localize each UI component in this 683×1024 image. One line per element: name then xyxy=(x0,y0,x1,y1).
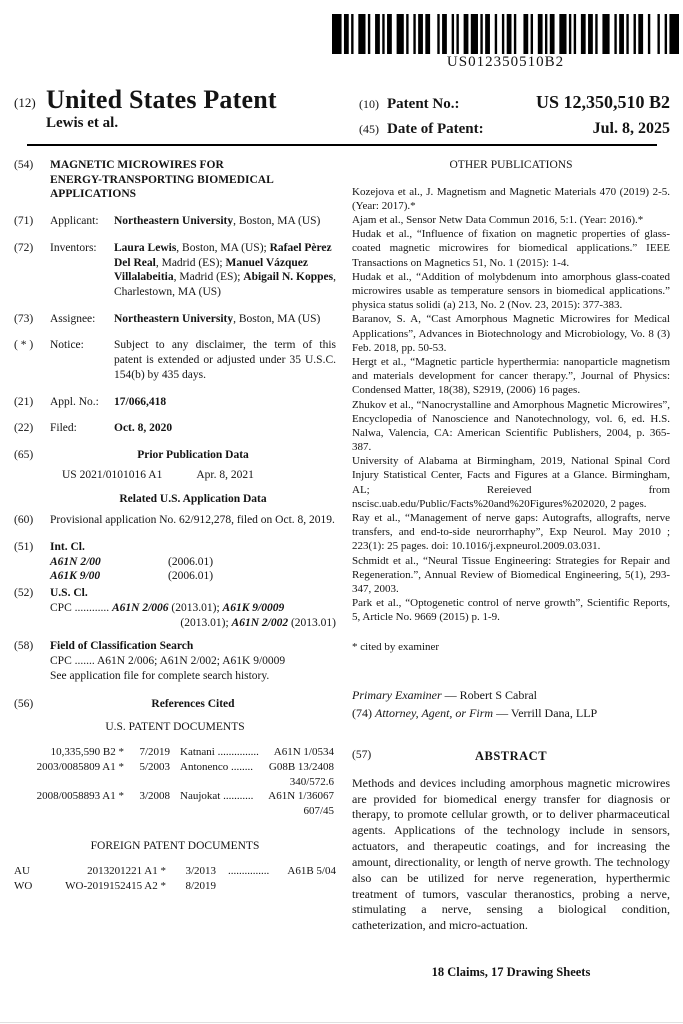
doc-name: Katnani ............... xyxy=(180,745,259,758)
table-row xyxy=(14,879,336,894)
publication-item: Hudak et al., “Addition of molybdenum into amorphous glass-coated microwires usable as temperature sensors in biomedical applications.” physica status solidi (a) 213, No. 2 (Nov. 23, 2015): 377-383. xyxy=(352,270,670,312)
us-cl-ref: (52) xyxy=(14,587,34,600)
publication-item: Hergt et al., “Magnetic particle hyperthermia: nanoparticle magnetism and materials development for cancer therapy.”, Journal of Physics: Condensed Matter, 18(38), S2919, (2006) 16 pages. xyxy=(352,355,670,397)
applicant-value: Northeastern University, Boston, MA (US) xyxy=(114,215,321,228)
field-search-ref: (58) xyxy=(14,640,34,653)
doc-number: 2003/0085809 A1 * xyxy=(36,760,124,773)
barcode-block xyxy=(332,14,679,71)
doc-date: 3/2008 xyxy=(139,790,170,803)
notice-label: Notice: xyxy=(50,339,84,352)
appl-no-value: 17/066,418 xyxy=(114,395,167,408)
abstract-heading: ABSTRACT xyxy=(474,748,548,763)
inventors-value: Laura Lewis, Boston, MA (US); Rafael Pèrez Del Real, Madrid (ES); Manuel Vázquez Villalabeitia, Madrid (ES); Abigail N. Koppes, Charlestown, MA (US) xyxy=(114,241,336,299)
inventors-ref: (72) xyxy=(14,241,34,254)
table-row xyxy=(14,789,334,804)
publication-item: Hudak et al., “Influence of fixation on magnetic properties of glass-coated magnetic microwires for biomedical applications.” IEEE Transactions on Magnetics 51, No. 1 (2015): 1-4. xyxy=(352,228,670,269)
prior-pub-doc: US 2021/0101016 A1 xyxy=(62,468,163,481)
doc-class-continuation: 607/45 xyxy=(303,805,334,818)
field-search-section xyxy=(14,639,336,683)
header xyxy=(14,86,670,142)
int-cl-year: (2006.01) xyxy=(168,570,214,583)
int-cl-code: A61K 9/00 xyxy=(50,570,101,583)
doc-class: A61N 1/0534 xyxy=(273,745,334,758)
doc-class: A61B 5/04 xyxy=(287,864,336,877)
applicant-label: Applicant: xyxy=(50,215,99,228)
abstract-heading-row xyxy=(352,748,670,764)
us-patent-documents-table xyxy=(14,745,336,819)
two-column-body xyxy=(14,158,670,980)
publication-item: Ajam et al., Sensor Netw Data Commun 2016, 5:1. (Year: 2016).* xyxy=(352,214,644,227)
related-data-section xyxy=(14,513,336,528)
examiner-block xyxy=(352,686,670,722)
filed-label: Filed: xyxy=(50,422,77,435)
doc-number: 2008/0058893 A1 * xyxy=(36,790,124,803)
us-patent-documents-heading: U.S. PATENT DOCUMENTS xyxy=(105,721,245,734)
assignee-value: Northeastern University, Boston, MA (US) xyxy=(114,312,321,325)
prior-publication-section xyxy=(14,448,336,482)
int-cl-section xyxy=(14,540,336,584)
country-code: AU xyxy=(14,864,30,877)
doc-number: 10,335,590 B2 * xyxy=(50,745,124,758)
applicant-section xyxy=(14,214,336,229)
appl-no-section xyxy=(14,395,336,410)
foreign-patent-documents-table xyxy=(14,864,336,895)
kind-code-ref: (12) xyxy=(14,95,36,110)
publication-item: Baranov, S. A, “Cast Amorphous Magnetic Microwires for Medical Applications”, Advances in Biotechnology and Microbiology, Vo. 8 (3) Feb. 2018, pp. 50-53. xyxy=(352,313,670,354)
field-search-cpc: CPC ....... A61N 2/006; A61N 2/002; A61K 9/0009 xyxy=(50,654,286,667)
barcode-caption: US012350510B2 xyxy=(446,54,565,70)
patent-no-ref: (10) xyxy=(359,97,379,111)
barcode-icon xyxy=(332,14,679,54)
notice-section xyxy=(14,338,336,382)
prior-pub-ref: (65) xyxy=(14,449,34,462)
field-search-note: See application file for complete search history. xyxy=(50,669,270,682)
publication-item: Park et al., “Optogenetic control of nerve growth”, Scientific Reports, 5, Article No. 9669 (2015) p. 1-9. xyxy=(352,597,670,624)
applicant-ref: (71) xyxy=(14,215,34,228)
assignee-section xyxy=(14,312,336,327)
foreign-patent-documents-heading: FOREIGN PATENT DOCUMENTS xyxy=(90,840,260,853)
references-ref: (56) xyxy=(14,698,34,711)
doc-date: 7/2019 xyxy=(139,745,170,758)
doc-date: 8/2019 xyxy=(185,880,216,893)
publication-item: Ray et al., “Management of nerve gaps: Autografts, allografts, nerve transfers, and end-to-side neurorrhaphy”, Exp Neurol. May 2010 ; 223(1): 25 pages. doi: 10.1016/j.expneurol.2009.03.031. xyxy=(352,512,670,553)
notice-text: Subject to any disclaimer, the term of this patent is extended or adjusted under 35 U.S.C. 154(b) by 435 days. xyxy=(114,339,336,381)
us-cl-heading: U.S. Cl. xyxy=(50,587,88,600)
doc-class: A61N 1/36067 xyxy=(268,790,334,803)
invention-title-line: APPLICATIONS xyxy=(50,188,137,201)
references-heading: References Cited xyxy=(151,698,235,711)
abstract-text: Methods and devices including amorphous magnetic microwires are provided for biomedical energy transfer for diagnosis or therapy, to promote cellular growth, or to deliver pharmaceutical agents. Applications of the technology include in sensors, actuators, and therapeutic coatings, and for increasing the amount, directionality, or length of nerve growth. The technology also can be utilized for nerve regeneration, hyperthermic treatment of tumors, vascular theranostics, probing a nerve, stimulating a nerve, sensing a biological condition, catheterization, and micro-actuation. xyxy=(352,775,670,933)
appl-no-label: Appl. No.: xyxy=(50,395,99,408)
left-column xyxy=(14,158,336,980)
patent-no-value: US 12,350,510 B2 xyxy=(535,92,670,112)
publication-item: Schmidt et al., “Neural Tissue Engineering: Strategies for Repair and Regeneration.”, Annual Review of Biomedical Engineering, 5(1), 293-347, 2003. xyxy=(352,554,670,595)
cited-by-examiner-note: * cited by examiner xyxy=(352,640,440,653)
claims-drawing-sheets-line: 18 Claims, 17 Drawing Sheets xyxy=(431,965,591,979)
right-column xyxy=(352,158,670,980)
table-row xyxy=(14,864,336,879)
table-row xyxy=(14,745,334,760)
us-cl-cpc-line1: CPC ............ A61N 2/006 (2013.01); A61K 9/0009 xyxy=(50,601,285,614)
int-cl-code: A61N 2/00 xyxy=(50,555,101,568)
title-section xyxy=(14,158,336,202)
int-cl-ref: (51) xyxy=(14,540,34,553)
us-cl-section xyxy=(14,586,336,630)
header-divider xyxy=(27,144,657,146)
country-code: WO xyxy=(14,880,33,893)
publication-item: University of Alabama at Birmingham, 2019, National Spinal Cord Injury Statistical Center, Facts and Figures at a Glance. Birmingham, AL; Rereieved from nscisc.uab.edu/Public/Facts%20and%20Figures%202020, 2 pages. xyxy=(352,455,670,510)
inventor-party: Lewis et al. xyxy=(46,115,119,132)
related-ref: (60) xyxy=(14,514,34,527)
related-data-heading: Related U.S. Application Data xyxy=(119,492,267,505)
leader-dots: ............... xyxy=(228,864,270,877)
inventors-section xyxy=(14,241,336,300)
date-of-patent-label: Date of Patent: xyxy=(387,120,484,137)
field-search-heading: Field of Classification Search xyxy=(50,640,194,653)
publication-item: Zhukov et al., “Nanocrystalline and Amorphous Magnetic Microwires”, Encyclopedia of Nanoscience and Nanotechnology, vol. 6, ed. H.S. Nalwa, Valencia, CA: American Scientific Publishers, 2004, p. 365-387. xyxy=(352,398,670,454)
invention-title-line: MAGNETIC MICROWIRES FOR xyxy=(50,159,224,171)
filed-section xyxy=(14,421,336,436)
doc-class-continuation: 340/572.6 xyxy=(289,775,334,788)
us-cl-cpc-line2: (2013.01); A61N 2/002 (2013.01) xyxy=(180,616,336,629)
table-row-continuation xyxy=(14,775,334,790)
assignee-ref: (73) xyxy=(14,312,34,325)
notice-ref: ( * ) xyxy=(14,339,34,352)
prior-pub-date: Apr. 8, 2021 xyxy=(196,468,254,481)
primary-examiner-line: Primary Examiner — Robert S Cabral xyxy=(352,687,537,702)
prior-pub-heading: Prior Publication Data xyxy=(137,449,249,462)
date-of-patent-value: Jul. 8, 2025 xyxy=(592,119,670,137)
header-left xyxy=(14,86,359,142)
doc-name: Antonenco ........ xyxy=(180,760,254,773)
date-of-patent-ref: (45) xyxy=(359,121,379,136)
inventors-label: Inventors: xyxy=(50,241,97,254)
doc-name: Naujokat ........... xyxy=(180,790,254,803)
doc-date: 5/2003 xyxy=(139,760,170,773)
int-cl-heading: Int. Cl. xyxy=(50,540,85,553)
appl-no-ref: (21) xyxy=(14,395,34,408)
invention-title-line: ENERGY-TRANSPORTING BIOMEDICAL xyxy=(50,173,274,186)
filed-ref: (22) xyxy=(14,422,34,435)
title-ref: (54) xyxy=(14,159,34,171)
table-row-continuation xyxy=(14,804,334,819)
publication-item: Kozejova et al., J. Magnetism and Magnetic Materials 470 (2019) 2-5. (Year: 2017).* xyxy=(352,185,670,212)
assignee-label: Assignee: xyxy=(50,312,96,325)
header-right xyxy=(359,86,670,142)
doc-number: WO-2019152415 A2 * xyxy=(65,880,166,893)
doc-class: G08B 13/2408 xyxy=(268,760,334,773)
patent-no-label: Patent No.: xyxy=(387,96,460,112)
filed-value: Oct. 8, 2020 xyxy=(114,422,173,435)
other-publications-heading: OTHER PUBLICATIONS xyxy=(449,159,573,171)
doc-number: 2013201221 A1 * xyxy=(87,864,166,877)
related-text: Provisional application No. 62/912,278, filed on Oct. 8, 2019. xyxy=(50,514,335,527)
attorney-line: (74) Attorney, Agent, or Firm — Verrill Dana, LLP xyxy=(352,705,598,720)
abstract-ref: (57) xyxy=(352,748,372,761)
document-type-title: United States Patent xyxy=(46,85,277,114)
table-row xyxy=(14,760,334,775)
int-cl-year: (2006.01) xyxy=(168,555,214,568)
related-data-heading-row xyxy=(14,492,336,507)
references-cited-section xyxy=(14,697,336,712)
page-bottom-edge xyxy=(0,1022,683,1023)
doc-date: 3/2013 xyxy=(185,864,216,877)
